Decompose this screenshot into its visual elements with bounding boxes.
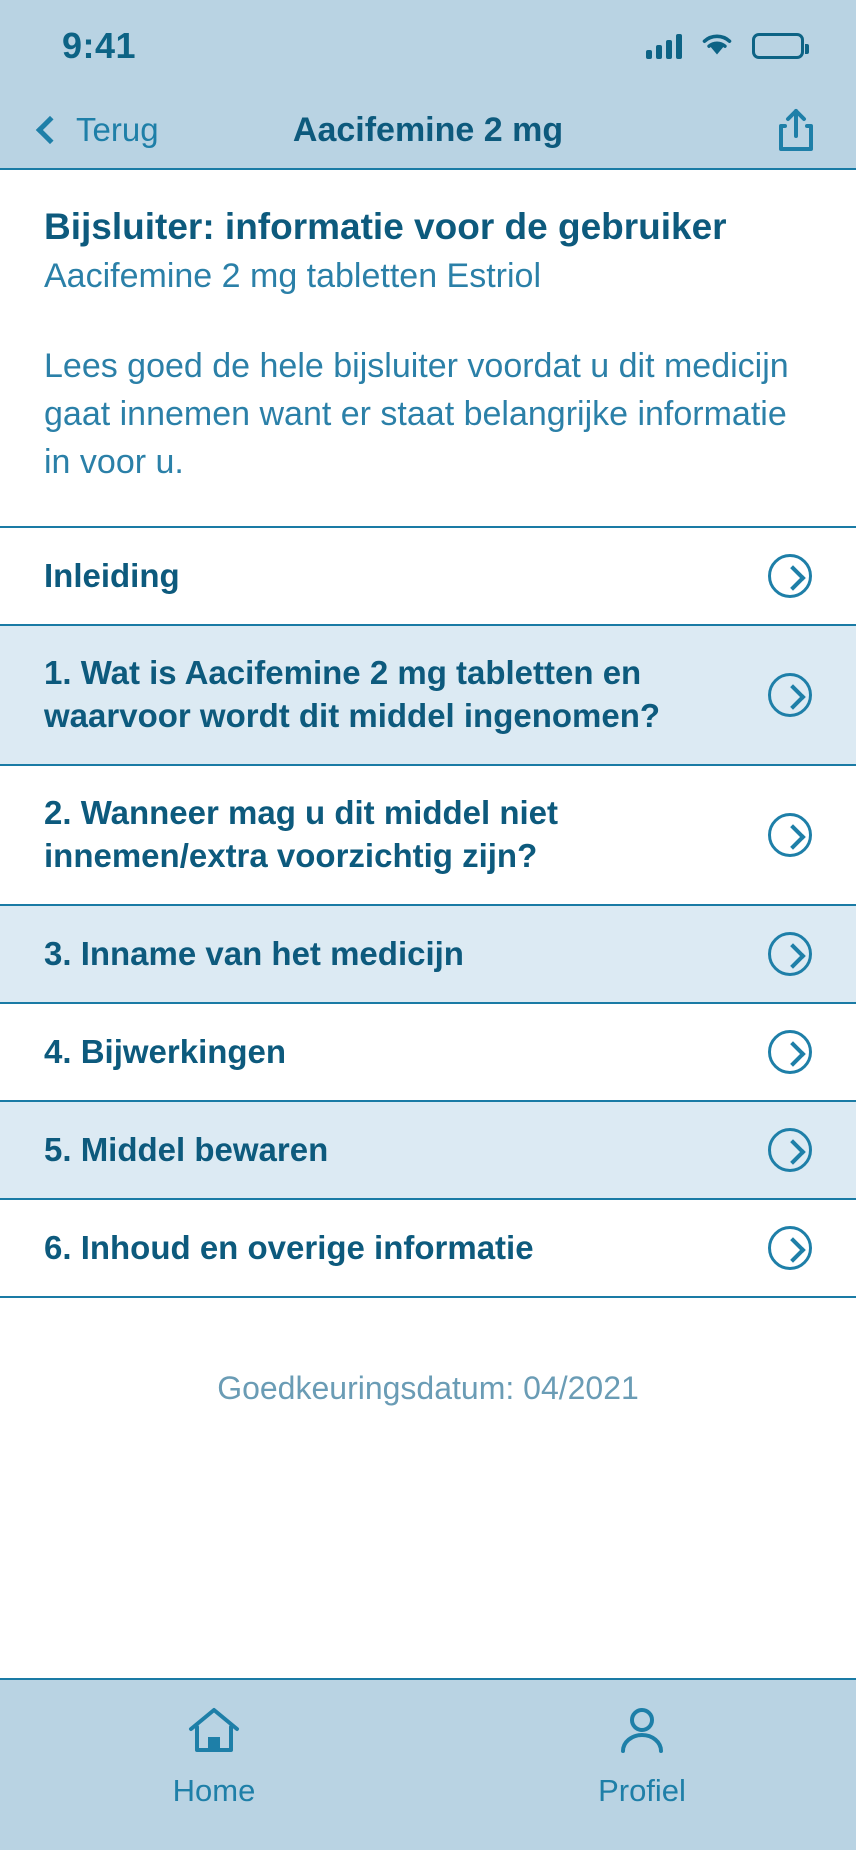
home-icon <box>185 1704 243 1763</box>
navigation-bar <box>0 92 856 170</box>
main-content <box>0 170 856 1680</box>
back-button-label: Terug <box>76 111 159 148</box>
section-row-4[interactable] <box>0 1004 856 1102</box>
leaflet-intro <box>0 170 856 528</box>
status-bar <box>0 0 856 92</box>
chevron-right-icon <box>768 1128 812 1172</box>
chevron-right-icon <box>768 813 812 857</box>
tab-bar <box>0 1680 856 1850</box>
leaflet-note: Lees goed de hele bijsluiter voordat u dit medicijn gaat innemen want er staat belangrijke informatie in voor u. <box>44 346 789 482</box>
wifi-icon <box>700 31 734 62</box>
tab-profiel[interactable] <box>428 1680 856 1850</box>
leaflet-title: Bijsluiter: informatie voor de gebruiker <box>44 206 727 247</box>
chevron-right-icon <box>768 1226 812 1270</box>
approval-date-area <box>0 1298 856 1680</box>
section-label: 5. Middel bewaren <box>44 1130 329 1168</box>
section-row-1[interactable] <box>0 626 856 766</box>
section-label: 4. Bijwerkingen <box>44 1032 287 1070</box>
approval-date: Goedkeuringsdatum: 04/2021 <box>217 1369 639 1406</box>
section-row-6[interactable] <box>0 1200 856 1298</box>
status-time: 9:41 <box>62 25 137 66</box>
section-label: 2. Wanneer mag u dit middel niet innemen/extra voorzichtig zijn? <box>44 794 559 875</box>
share-icon[interactable] <box>776 106 816 154</box>
back-button[interactable] <box>40 111 159 149</box>
tab-home[interactable] <box>0 1680 428 1850</box>
battery-icon <box>752 33 804 59</box>
chevron-right-icon <box>768 554 812 598</box>
section-row-inleiding[interactable] <box>0 528 856 626</box>
chevron-right-icon <box>768 673 812 717</box>
section-row-2[interactable] <box>0 766 856 906</box>
chevron-left-icon <box>36 116 64 144</box>
section-label: 3. Inname van het medicijn <box>44 934 464 972</box>
page-title: Aacifemine 2 mg <box>292 110 564 149</box>
chevron-right-icon <box>768 932 812 976</box>
tab-profiel-label: Profiel <box>598 1772 686 1808</box>
leaflet-subtitle: Aacifemine 2 mg tabletten Estriol <box>44 257 542 296</box>
section-label: Inleiding <box>44 556 180 594</box>
section-row-3[interactable] <box>0 906 856 1004</box>
status-icons <box>646 31 804 62</box>
tab-home-label: Home <box>172 1772 256 1808</box>
section-label: 6. Inhoud en overige informatie <box>44 1228 534 1266</box>
person-icon <box>613 1704 671 1763</box>
chevron-right-icon <box>768 1030 812 1074</box>
section-label: 1. Wat is Aacifemine 2 mg tabletten en waarvoor wordt dit middel ingenomen? <box>44 654 661 735</box>
section-row-5[interactable] <box>0 1102 856 1200</box>
cellular-signal-icon <box>646 33 682 59</box>
section-list <box>0 528 856 1298</box>
